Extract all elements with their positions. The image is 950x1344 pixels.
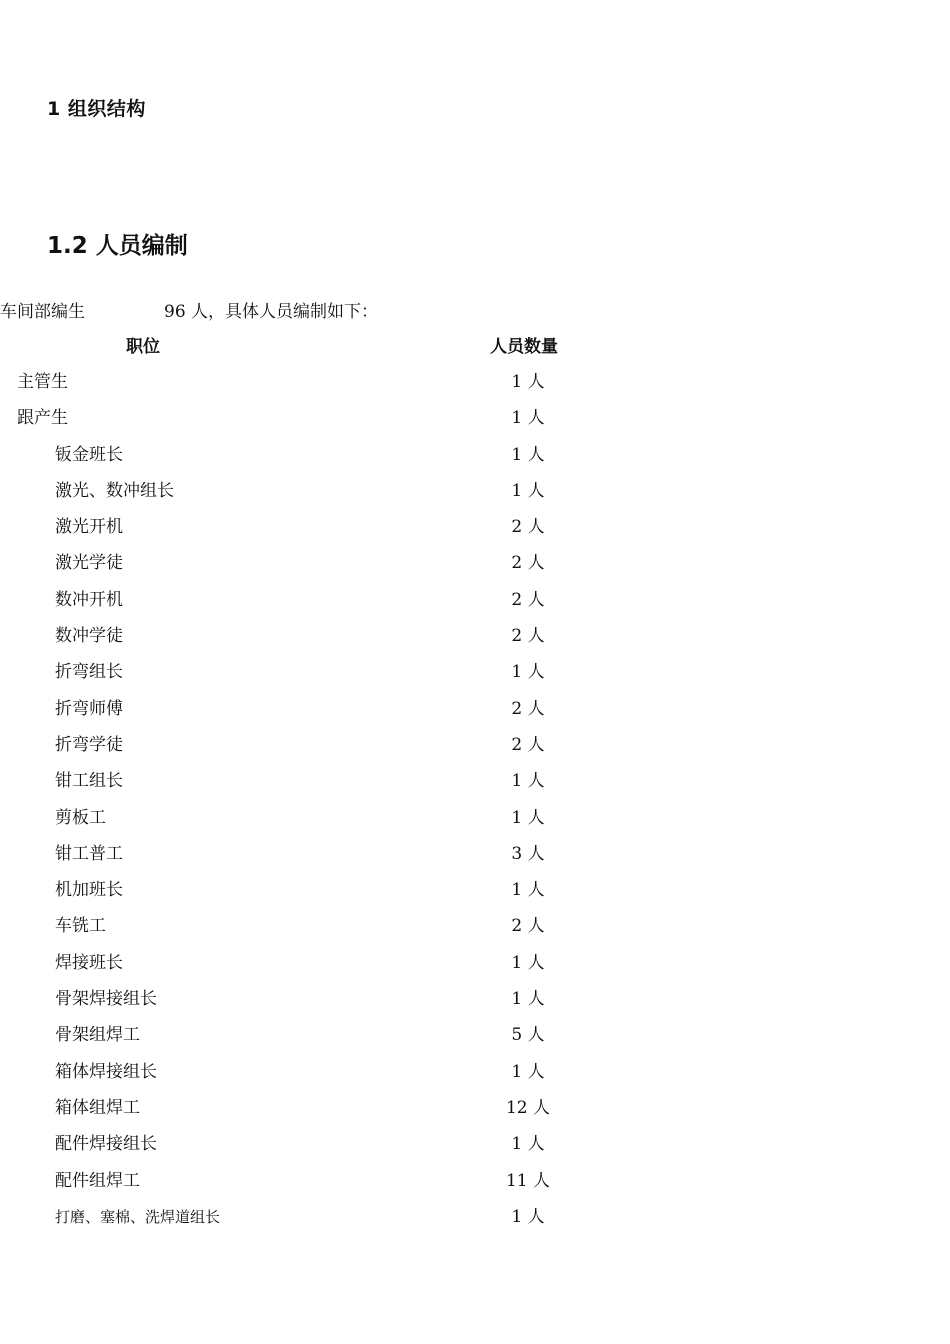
position-name: 箱体组焊工 bbox=[55, 1097, 140, 1118]
table-row bbox=[0, 842, 950, 878]
position-count: 2 人 bbox=[511, 517, 545, 538]
table-row bbox=[0, 697, 950, 733]
position-count: 1 人 bbox=[511, 444, 545, 465]
position-count: 2 人 bbox=[511, 698, 545, 719]
table-row bbox=[0, 515, 950, 551]
position-count: 1 人 bbox=[511, 771, 545, 792]
position-name: 折弯组长 bbox=[55, 662, 123, 683]
position-count: 2 人 bbox=[511, 916, 545, 937]
table-row bbox=[0, 443, 950, 479]
table-row bbox=[0, 588, 950, 624]
position-name: 配件组焊工 bbox=[55, 1170, 140, 1191]
position-count: 1 人 bbox=[511, 880, 545, 901]
position-count: 2 人 bbox=[511, 734, 545, 755]
position-count: 1 人 bbox=[511, 1206, 545, 1227]
position-name: 主管生 bbox=[17, 372, 68, 392]
position-name: 箱体焊接组长 bbox=[55, 1061, 157, 1082]
table-row bbox=[0, 370, 950, 406]
intro-text-headcount: 96 人，具体人员编制如下： bbox=[164, 302, 379, 322]
position-name: 车铣工 bbox=[55, 916, 106, 937]
column-header-position: 职位 bbox=[126, 337, 160, 357]
table-row bbox=[0, 1132, 950, 1168]
position-name: 钣金班长 bbox=[55, 444, 123, 465]
position-count: 1 人 bbox=[511, 1061, 545, 1082]
table-row bbox=[0, 1205, 950, 1241]
position-name: 激光学徒 bbox=[55, 553, 123, 574]
table-row bbox=[0, 914, 950, 950]
position-count: 12 人 bbox=[505, 1097, 551, 1118]
position-name: 骨架焊接组长 bbox=[55, 989, 157, 1010]
position-count: 1 人 bbox=[511, 372, 545, 392]
position-name: 骨架组焊工 bbox=[55, 1025, 140, 1046]
table-row bbox=[0, 878, 950, 914]
position-name: 打磨、塞棉、洗焊道组长 bbox=[55, 1207, 221, 1226]
position-name: 配件焊接组长 bbox=[55, 1134, 157, 1155]
position-name: 钳工组长 bbox=[55, 771, 123, 792]
table-row bbox=[0, 769, 950, 805]
position-name: 激光开机 bbox=[55, 517, 123, 538]
position-count: 1 人 bbox=[511, 952, 545, 973]
position-count: 1 人 bbox=[511, 662, 545, 683]
table-row bbox=[0, 479, 950, 515]
table-row bbox=[0, 1169, 950, 1205]
section-heading-organization: 1 组织结构 bbox=[47, 98, 146, 120]
table-row bbox=[0, 406, 950, 442]
table-row bbox=[0, 551, 950, 587]
table-row bbox=[0, 806, 950, 842]
position-count: 1 人 bbox=[511, 1134, 545, 1155]
position-name: 数冲学徒 bbox=[55, 626, 123, 647]
table-row bbox=[0, 987, 950, 1023]
position-name: 折弯师傅 bbox=[55, 698, 123, 719]
position-name: 数冲开机 bbox=[55, 589, 123, 610]
position-name: 焊接班长 bbox=[55, 952, 123, 973]
position-count: 2 人 bbox=[511, 626, 545, 647]
table-row bbox=[0, 733, 950, 769]
position-name: 折弯学徒 bbox=[55, 734, 123, 755]
table-row bbox=[0, 1096, 950, 1132]
position-name: 剪板工 bbox=[55, 807, 106, 828]
table-row bbox=[0, 660, 950, 696]
table-row bbox=[0, 1023, 950, 1059]
table-row bbox=[0, 624, 950, 660]
position-name: 钳工普工 bbox=[55, 843, 123, 864]
position-count: 1 人 bbox=[511, 408, 545, 429]
staffing-table bbox=[0, 370, 950, 1241]
table-row bbox=[0, 951, 950, 987]
column-header-count: 人员数量 bbox=[490, 337, 558, 357]
position-name: 激光、数冲组长 bbox=[55, 480, 174, 501]
section-heading-staffing: 1.2 人员编制 bbox=[47, 233, 188, 259]
position-count: 1 人 bbox=[511, 480, 545, 501]
intro-text-department: 车间部编生 bbox=[0, 302, 85, 322]
position-name: 跟产生 bbox=[17, 408, 68, 429]
position-count: 2 人 bbox=[511, 553, 545, 574]
position-count: 1 人 bbox=[511, 807, 545, 828]
table-row bbox=[0, 1060, 950, 1096]
position-count: 5 人 bbox=[511, 1025, 545, 1046]
position-count: 3 人 bbox=[511, 843, 545, 864]
position-count: 1 人 bbox=[511, 989, 545, 1010]
position-count: 2 人 bbox=[511, 589, 545, 610]
position-name: 机加班长 bbox=[55, 880, 123, 901]
position-count: 11 人 bbox=[505, 1170, 551, 1191]
